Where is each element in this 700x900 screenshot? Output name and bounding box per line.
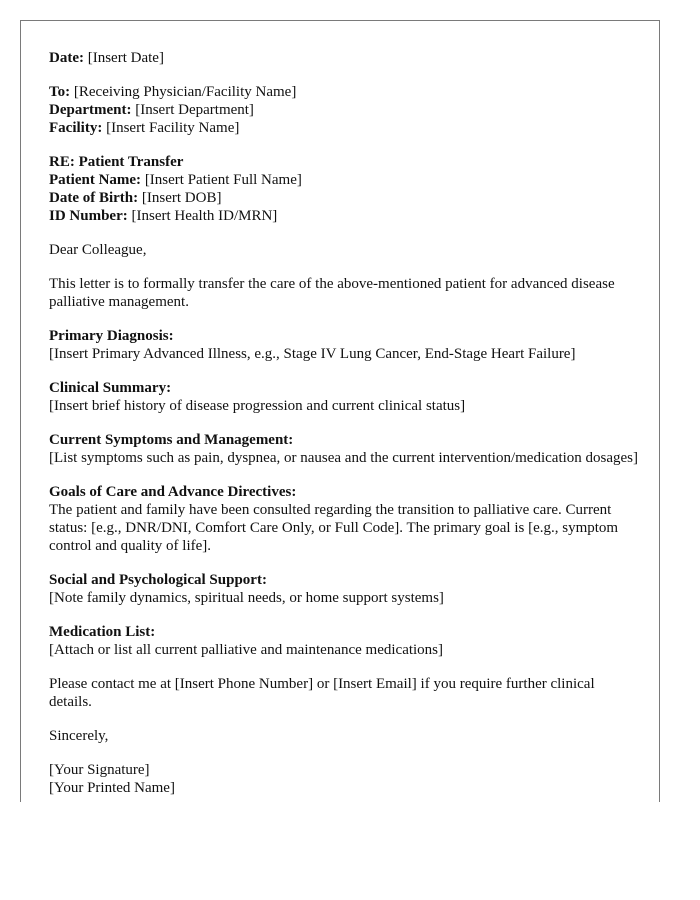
date-label: Date:	[49, 50, 84, 66]
section-heading: Clinical Summary:	[49, 380, 172, 396]
section-body: [Insert brief history of disease progression and current clinical status]	[49, 398, 466, 414]
section-social-support	[49, 571, 639, 607]
re-block	[49, 153, 639, 225]
patient-name-value: [Insert Patient Full Name]	[144, 172, 302, 188]
section-medication-list	[49, 623, 639, 659]
intro-paragraph: This letter is to formally transfer the care of the above-mentioned patient for advanced disease palliative management.	[49, 276, 615, 310]
section-body: [Insert Primary Advanced Illness, e.g., Stage IV Lung Cancer, End-Stage Heart Failure]	[49, 346, 576, 362]
closing: Sincerely,	[49, 728, 109, 744]
section-heading: Social and Psychological Support:	[49, 572, 267, 588]
to-label: To:	[49, 84, 71, 100]
letter-page	[20, 20, 660, 802]
dob-value: [Insert DOB]	[141, 190, 222, 206]
section-goals-of-care	[49, 483, 639, 555]
id-value: [Insert Health ID/MRN]	[131, 208, 278, 224]
facility-value: [Insert Facility Name]	[106, 120, 240, 136]
id-label: ID Number:	[49, 208, 128, 224]
recipient-block	[49, 83, 639, 137]
section-heading: Goals of Care and Advance Directives:	[49, 484, 297, 500]
salutation: Dear Colleague,	[49, 242, 147, 258]
date-value: [Insert Date]	[87, 50, 164, 66]
to-value: [Receiving Physician/Facility Name]	[73, 84, 297, 100]
signature-line: [Your Signature]	[49, 762, 150, 778]
section-primary-diagnosis	[49, 327, 639, 363]
department-label: Department:	[49, 102, 132, 118]
facility-label: Facility:	[49, 120, 103, 136]
section-heading: Primary Diagnosis:	[49, 328, 174, 344]
date-block	[49, 49, 639, 67]
re-line: RE: Patient Transfer	[49, 154, 184, 170]
contact-paragraph: Please contact me at [Insert Phone Number] or [Insert Email] if you require further clinical details.	[49, 676, 595, 710]
dob-label: Date of Birth:	[49, 190, 139, 206]
printed-name-line: [Your Printed Name]	[49, 780, 175, 796]
signature-block	[49, 761, 639, 797]
letter-content	[49, 49, 639, 802]
section-clinical-summary	[49, 379, 639, 415]
section-body: The patient and family have been consulted regarding the transition to palliative care. Current status: [e.g., DNR/DNI, Comfort Care Only, or Full Code]. The primary goal is [e.g., symptom control and quality of life].	[49, 502, 619, 554]
patient-name-label: Patient Name:	[49, 172, 142, 188]
section-heading: Medication List:	[49, 624, 156, 640]
section-body: [Note family dynamics, spiritual needs, or home support systems]	[49, 590, 444, 606]
section-heading: Current Symptoms and Management:	[49, 432, 294, 448]
section-body: [Attach or list all current palliative and maintenance medications]	[49, 642, 444, 658]
department-value: [Insert Department]	[135, 102, 254, 118]
section-body: [List symptoms such as pain, dyspnea, or nausea and the current intervention/medication dosages]	[49, 450, 639, 466]
section-current-symptoms	[49, 431, 639, 467]
